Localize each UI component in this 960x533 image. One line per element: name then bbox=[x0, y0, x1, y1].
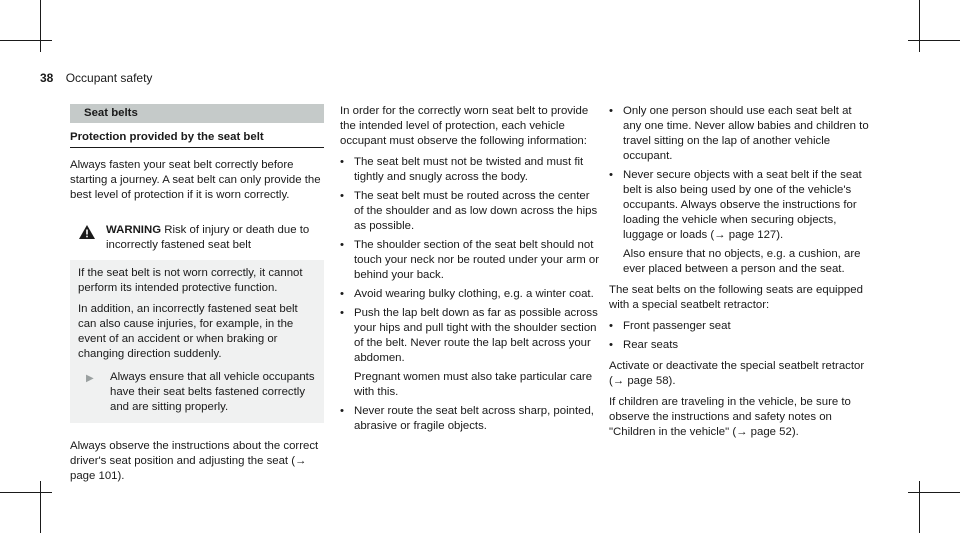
list-item bbox=[340, 238, 602, 283]
list-item-text: Never secure objects with a seat belt if the seat belt is also being used by one of the vehicle's occupants. Always observe the instructions for loading the vehicle when securing objects, luggage or loads (→ page 127). bbox=[623, 169, 862, 241]
seat-list bbox=[609, 319, 873, 353]
bullet-dot: • bbox=[340, 405, 344, 417]
list-item-text: The seat belt must be routed across the center of the shoulder and as low down across the hips as possible. bbox=[354, 190, 598, 232]
bullet-list bbox=[340, 155, 602, 434]
list-item bbox=[340, 287, 602, 302]
play-arrow-icon: ▶ bbox=[86, 373, 94, 384]
section-heading: Seat belts bbox=[70, 104, 324, 123]
list-item bbox=[609, 319, 873, 334]
list-item-text: Push the lap belt down as far as possible across your hips and pull tight with the shoulder section of the belt. Never route the lap belt across your abdomen. bbox=[354, 307, 598, 364]
list-item-text: Never route the seat belt across sharp, pointed, abrasive or fragile objects. bbox=[354, 405, 594, 432]
crop-mark bbox=[0, 40, 52, 41]
column-3 bbox=[609, 104, 873, 446]
warning-header bbox=[70, 215, 324, 260]
page-number: 38 bbox=[40, 71, 54, 85]
list-item bbox=[340, 155, 602, 185]
bullet-dot: • bbox=[609, 169, 613, 181]
paragraph: Activate or deactivate the special seatbelt retractor (→ page 58). bbox=[609, 360, 865, 387]
list-item bbox=[340, 404, 602, 434]
list-item-text: Front passenger seat bbox=[623, 320, 731, 332]
warning-instruction bbox=[78, 370, 316, 415]
section-title: Occupant safety bbox=[65, 71, 153, 85]
list-item-note: Pregnant women must also take particular care with this. bbox=[354, 371, 593, 398]
paragraph: If children are traveling in the vehicle, be sure to observe the instructions and safety notes on "Children in the vehicle" (→ page 52). bbox=[609, 396, 851, 438]
list-item-text: The seat belt must not be twisted and must fit tightly and snugly across the body. bbox=[354, 156, 584, 183]
crop-mark bbox=[919, 481, 920, 533]
outro-paragraph: Always observe the instructions about the correct driver's seat position and adjusting the seat (→ page 101). bbox=[70, 440, 319, 482]
crop-mark bbox=[0, 492, 52, 493]
crop-mark bbox=[919, 0, 920, 52]
bullet-dot: • bbox=[340, 288, 344, 300]
bullet-dot: • bbox=[609, 320, 613, 332]
page-header bbox=[40, 71, 152, 85]
paragraph: The seat belts on the following seats are equipped with a special seatbelt retractor: bbox=[609, 284, 863, 311]
instruction-text: Always ensure that all vehicle occupants have their seat belts fastened correctly and are sitting properly. bbox=[110, 371, 315, 413]
crop-mark bbox=[40, 481, 41, 533]
column-1 bbox=[70, 104, 324, 490]
list-item-text: Avoid wearing bulky clothing, e.g. a winter coat. bbox=[354, 288, 594, 300]
list-item bbox=[609, 168, 873, 277]
warning-body bbox=[70, 260, 324, 423]
warning-label: WARNING bbox=[106, 224, 162, 236]
crop-mark bbox=[908, 40, 960, 41]
crop-mark bbox=[908, 492, 960, 493]
warning-box bbox=[70, 215, 324, 423]
subheading: Protection provided by the seat belt bbox=[70, 130, 324, 148]
crop-mark bbox=[40, 0, 41, 52]
bullet-dot: • bbox=[340, 239, 344, 251]
bullet-dot: • bbox=[340, 190, 344, 202]
intro-paragraph: Always fasten your seat belt correctly before starting a journey. A seat belt can only provide the best level of protection if it is worn correctly. bbox=[70, 159, 321, 201]
bullet-dot: • bbox=[340, 307, 344, 319]
list-item bbox=[340, 306, 602, 400]
warning-title: Risk of injury or death due to incorrectly fastened seat belt bbox=[106, 224, 310, 251]
list-item bbox=[340, 189, 602, 234]
bullet-list bbox=[609, 104, 873, 277]
column-2 bbox=[340, 104, 602, 440]
warning-paragraph: In addition, an incorrectly fastened seat belt can also cause injuries, for example, in the event of an accident or when braking or changing direction suddenly. bbox=[78, 303, 298, 360]
intro-paragraph: In order for the correctly worn seat belt to provide the intended level of protection, each vehicle occupant must observe the following information: bbox=[340, 105, 589, 147]
list-item-text: Rear seats bbox=[623, 339, 679, 351]
warning-triangle-icon bbox=[78, 223, 106, 253]
bullet-dot: • bbox=[609, 105, 613, 117]
list-item-text: The shoulder section of the seat belt should not touch your neck nor be routed under your arm or behind your back. bbox=[354, 239, 600, 281]
list-item-text: Only one person should use each seat belt at any one time. Never allow babies and children to travel sitting on the lap of another vehicle occupant. bbox=[623, 105, 869, 162]
bullet-dot: • bbox=[340, 156, 344, 168]
list-item bbox=[609, 104, 873, 164]
bullet-dot: • bbox=[609, 339, 613, 351]
warning-paragraph: If the seat belt is not worn correctly, it cannot perform its intended protective function. bbox=[78, 267, 303, 294]
list-item bbox=[609, 338, 873, 353]
list-item-note: Also ensure that no objects, e.g. a cushion, are ever placed between a person and the seat. bbox=[623, 248, 861, 275]
